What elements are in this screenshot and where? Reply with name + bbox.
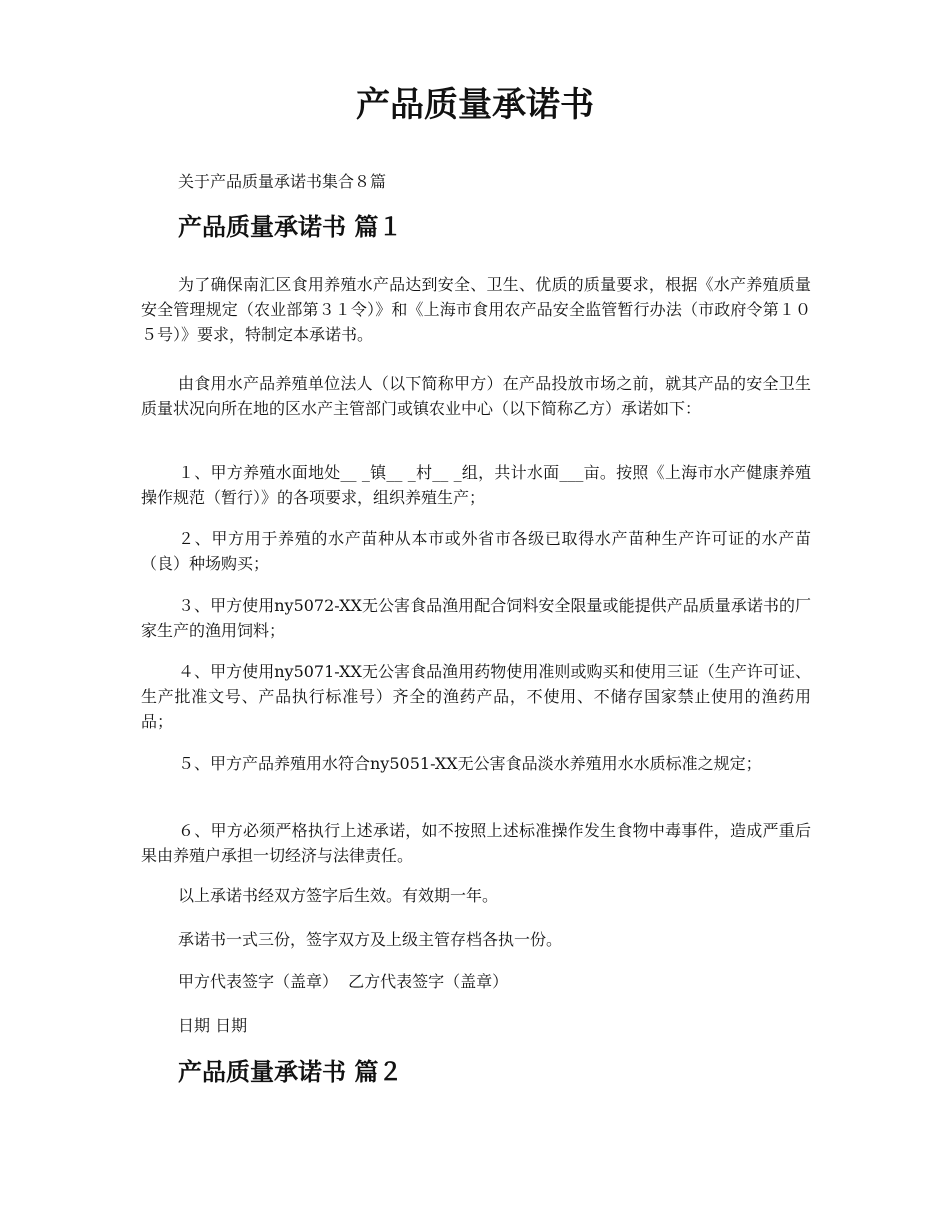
signature-line: 甲方代表签字（盖章） 乙方代表签字（盖章）	[178, 972, 509, 991]
validity-line: 以上承诺书经双方签字后生效。有效期一年。	[178, 886, 499, 905]
paragraph-item-6: ６、甲方必须严格执行上述承诺，如不按照上述标准操作发生食物中毒事件，造成严重后果由养殖户承担一切经济与法律责任。	[141, 821, 811, 865]
paragraph-item-2: ２、甲方用于养殖的水产苗种从本市或外省市各级已取得水产苗种生产许可证的水产苗（良）种场购买；	[141, 529, 811, 573]
paragraph-item-3: ３、甲方使用ny5072-XX无公害食品渔用配合饲料安全限量或能提供产品质量承诺书的厂家生产的渔用饲料；	[141, 596, 811, 640]
paragraph-item-5: ５、甲方产品养殖用水符合ny5051-XX无公害食品淡水养殖用水水质标准之规定；	[178, 754, 762, 773]
document-subtitle: 关于产品质量承诺书集合８篇	[178, 172, 387, 191]
section-heading-1: 产品质量承诺书 篇１	[178, 212, 403, 241]
paragraph-intro: 为了确保南汇区食用养殖水产品达到安全、卫生、优质的质量要求，根据《水产养殖质量安全管理规定（农业部第３１令）》和《上海市食用农产品安全监管暂行办法（市政府令第１０５号）》要求，特制定本承诺书。	[141, 275, 811, 344]
date-line: 日期 日期	[178, 1016, 248, 1035]
paragraph-item-1: １、甲方养殖水面地处__ _镇__ _村__ _组，共计水面___亩。按照《上海市水产健康养殖操作规范（暂行）》的各项要求，组织养殖生产；	[141, 463, 811, 507]
document-title: 产品质量承诺书	[356, 85, 594, 125]
section-heading-2: 产品质量承诺书 篇２	[178, 1057, 403, 1086]
paragraph-item-4: ４、甲方使用ny5071-XX无公害食品渔用药物使用准则或购买和使用三证（生产许可证、生产批准文号、产品执行标准号）齐全的渔药产品，不使用、不储存国家禁止使用的渔药用品；	[141, 662, 811, 731]
copies-line: 承诺书一式三份，签字双方及上级主管存档各执一份。	[178, 930, 563, 949]
paragraph-commitment: 由食用水产品养殖单位法人（以下简称甲方）在产品投放市场之前，就其产品的安全卫生质量状况向所在地的区水产主管部门或镇农业中心（以下简称乙方）承诺如下：	[141, 374, 811, 418]
